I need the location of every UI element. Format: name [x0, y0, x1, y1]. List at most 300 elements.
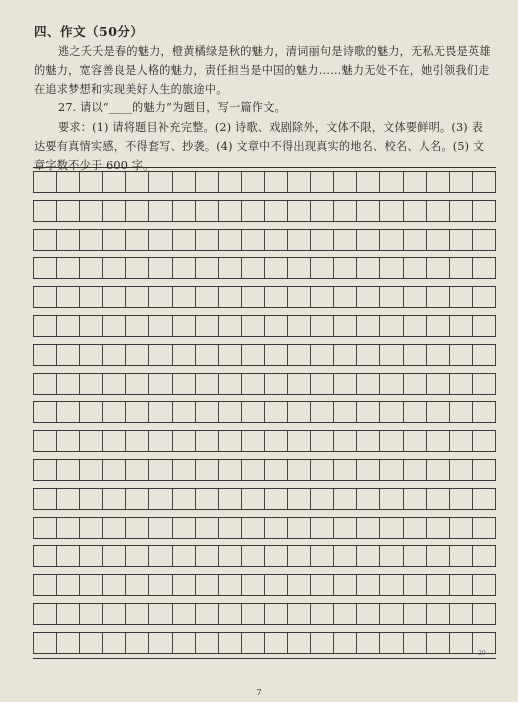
grid-cell[interactable]: [148, 604, 171, 624]
grid-cell[interactable]: [472, 402, 496, 422]
grid-cell[interactable]: [102, 489, 125, 509]
grid-cell[interactable]: [333, 633, 356, 653]
grid-cell[interactable]: [379, 201, 402, 221]
grid-cell[interactable]: [379, 287, 402, 307]
grid-cell[interactable]: [148, 316, 171, 336]
grid-cell[interactable]: [426, 374, 449, 394]
grid-cell[interactable]: [241, 345, 264, 365]
grid-cell[interactable]: [379, 546, 402, 566]
grid-cell[interactable]: [148, 546, 171, 566]
grid-cell[interactable]: [472, 518, 496, 538]
grid-cell[interactable]: [125, 287, 148, 307]
grid-cell[interactable]: [449, 460, 472, 480]
grid-cell[interactable]: [310, 201, 333, 221]
grid-cell[interactable]: [172, 402, 195, 422]
grid-cell[interactable]: [472, 575, 496, 595]
grid-cell[interactable]: [79, 489, 102, 509]
grid-cell[interactable]: [449, 546, 472, 566]
grid-cell[interactable]: [333, 345, 356, 365]
grid-cell[interactable]: [287, 230, 310, 250]
grid-cell[interactable]: [426, 345, 449, 365]
grid-cell[interactable]: [472, 460, 496, 480]
grid-cell[interactable]: [148, 431, 171, 451]
grid-cell[interactable]: [79, 316, 102, 336]
grid-cell[interactable]: [33, 258, 56, 278]
grid-cell[interactable]: [264, 431, 287, 451]
grid-cell[interactable]: [195, 633, 218, 653]
grid-cell[interactable]: [102, 258, 125, 278]
grid-cell[interactable]: [426, 633, 449, 653]
grid-cell[interactable]: [403, 518, 426, 538]
grid-cell[interactable]: [172, 489, 195, 509]
grid-cell[interactable]: [356, 316, 379, 336]
grid-cell[interactable]: [218, 345, 241, 365]
grid-cell[interactable]: [403, 633, 426, 653]
grid-cell[interactable]: [241, 431, 264, 451]
grid-cell[interactable]: [403, 172, 426, 192]
grid-cell[interactable]: [310, 575, 333, 595]
grid-cell[interactable]: [56, 316, 79, 336]
grid-cell[interactable]: [449, 172, 472, 192]
grid-cell[interactable]: [310, 258, 333, 278]
grid-cell[interactable]: [125, 316, 148, 336]
grid-cell[interactable]: [218, 546, 241, 566]
grid-cell[interactable]: [218, 402, 241, 422]
grid-cell[interactable]: [333, 402, 356, 422]
grid-cell[interactable]: [148, 287, 171, 307]
grid-cell[interactable]: [218, 460, 241, 480]
grid-cell[interactable]: [356, 172, 379, 192]
grid-cell[interactable]: [472, 230, 496, 250]
grid-cell[interactable]: [449, 316, 472, 336]
grid-cell[interactable]: [264, 316, 287, 336]
grid-cell[interactable]: [310, 431, 333, 451]
grid-cell[interactable]: [379, 402, 402, 422]
grid-cell[interactable]: [264, 172, 287, 192]
grid-cell[interactable]: [218, 633, 241, 653]
grid-cell[interactable]: [148, 345, 171, 365]
grid-cell[interactable]: [56, 633, 79, 653]
grid-cell[interactable]: [218, 201, 241, 221]
grid-cell[interactable]: [264, 575, 287, 595]
grid-cell[interactable]: [449, 402, 472, 422]
grid-cell[interactable]: [195, 374, 218, 394]
grid-cell[interactable]: [195, 460, 218, 480]
grid-cell[interactable]: [125, 201, 148, 221]
grid-cell[interactable]: [56, 604, 79, 624]
grid-cell[interactable]: [172, 604, 195, 624]
grid-cell[interactable]: [79, 633, 102, 653]
grid-cell[interactable]: [241, 604, 264, 624]
grid-cell[interactable]: [379, 604, 402, 624]
grid-cell[interactable]: [79, 575, 102, 595]
grid-cell[interactable]: [172, 431, 195, 451]
grid-cell[interactable]: [426, 489, 449, 509]
grid-cell[interactable]: [79, 172, 102, 192]
grid-cell[interactable]: [379, 374, 402, 394]
grid-cell[interactable]: [472, 489, 496, 509]
grid-cell[interactable]: [356, 604, 379, 624]
grid-cell[interactable]: [125, 230, 148, 250]
grid-cell[interactable]: [241, 287, 264, 307]
grid-cell[interactable]: [356, 201, 379, 221]
grid-cell[interactable]: [449, 287, 472, 307]
grid-cell[interactable]: [310, 345, 333, 365]
grid-cell[interactable]: [218, 489, 241, 509]
grid-cell[interactable]: [264, 374, 287, 394]
grid-cell[interactable]: [472, 546, 496, 566]
grid-cell[interactable]: [218, 230, 241, 250]
grid-cell[interactable]: [172, 172, 195, 192]
grid-cell[interactable]: [102, 374, 125, 394]
grid-cell[interactable]: [218, 604, 241, 624]
grid-cell[interactable]: [403, 489, 426, 509]
grid-cell[interactable]: [449, 258, 472, 278]
grid-cell[interactable]: [472, 316, 496, 336]
grid-cell[interactable]: [287, 374, 310, 394]
grid-cell[interactable]: [310, 402, 333, 422]
grid-cell[interactable]: [33, 546, 56, 566]
grid-cell[interactable]: [264, 345, 287, 365]
grid-cell[interactable]: [241, 633, 264, 653]
grid-cell[interactable]: [33, 604, 56, 624]
grid-cell[interactable]: [356, 460, 379, 480]
grid-cell[interactable]: [241, 575, 264, 595]
grid-cell[interactable]: [310, 172, 333, 192]
grid-cell[interactable]: [449, 575, 472, 595]
grid-cell[interactable]: [56, 575, 79, 595]
grid-cell[interactable]: [403, 345, 426, 365]
grid-cell[interactable]: [426, 316, 449, 336]
grid-cell[interactable]: [264, 518, 287, 538]
grid-cell[interactable]: [449, 201, 472, 221]
grid-cell[interactable]: [218, 287, 241, 307]
grid-cell[interactable]: [449, 633, 472, 653]
grid-cell[interactable]: [56, 258, 79, 278]
grid-cell[interactable]: [426, 402, 449, 422]
grid-cell[interactable]: [33, 518, 56, 538]
grid-cell[interactable]: [472, 604, 496, 624]
grid-cell[interactable]: [195, 230, 218, 250]
grid-cell[interactable]: [333, 489, 356, 509]
grid-cell[interactable]: [102, 460, 125, 480]
grid-cell[interactable]: [287, 172, 310, 192]
grid-cell[interactable]: [241, 402, 264, 422]
grid-cell[interactable]: [56, 489, 79, 509]
grid-cell[interactable]: [310, 489, 333, 509]
grid-cell[interactable]: [310, 316, 333, 336]
grid-cell[interactable]: [472, 201, 496, 221]
grid-cell[interactable]: [264, 489, 287, 509]
grid-cell[interactable]: [333, 374, 356, 394]
grid-cell[interactable]: [102, 518, 125, 538]
grid-cell[interactable]: [79, 230, 102, 250]
grid-cell[interactable]: [426, 172, 449, 192]
grid-cell[interactable]: [426, 460, 449, 480]
grid-cell[interactable]: [287, 316, 310, 336]
grid-cell[interactable]: [148, 518, 171, 538]
grid-cell[interactable]: [33, 633, 56, 653]
grid-cell[interactable]: [33, 316, 56, 336]
grid-cell[interactable]: [172, 546, 195, 566]
grid-cell[interactable]: [241, 258, 264, 278]
grid-cell[interactable]: [472, 345, 496, 365]
grid-cell[interactable]: [426, 604, 449, 624]
grid-cell[interactable]: [218, 374, 241, 394]
grid-cell[interactable]: [403, 460, 426, 480]
writing-grid[interactable]: [33, 167, 496, 659]
grid-cell[interactable]: [403, 258, 426, 278]
grid-cell[interactable]: [125, 460, 148, 480]
grid-cell[interactable]: [333, 518, 356, 538]
grid-cell[interactable]: [33, 201, 56, 221]
grid-cell[interactable]: [403, 287, 426, 307]
grid-cell[interactable]: [102, 201, 125, 221]
grid-cell[interactable]: [310, 287, 333, 307]
grid-cell[interactable]: [102, 172, 125, 192]
grid-cell[interactable]: [125, 431, 148, 451]
grid-cell[interactable]: [403, 316, 426, 336]
grid-cell[interactable]: [333, 546, 356, 566]
grid-cell[interactable]: [356, 374, 379, 394]
grid-cell[interactable]: [379, 431, 402, 451]
grid-cell[interactable]: [79, 374, 102, 394]
grid-cell[interactable]: [403, 546, 426, 566]
grid-cell[interactable]: [379, 172, 402, 192]
grid-cell[interactable]: [33, 374, 56, 394]
grid-cell[interactable]: [172, 460, 195, 480]
grid-cell[interactable]: [125, 345, 148, 365]
grid-cell[interactable]: [241, 316, 264, 336]
grid-cell[interactable]: [472, 431, 496, 451]
grid-cell[interactable]: [264, 546, 287, 566]
grid-cell[interactable]: [241, 460, 264, 480]
grid-cell[interactable]: [264, 230, 287, 250]
grid-cell[interactable]: [264, 402, 287, 422]
grid-cell[interactable]: [426, 287, 449, 307]
grid-cell[interactable]: [56, 374, 79, 394]
grid-cell[interactable]: [218, 316, 241, 336]
grid-cell[interactable]: [379, 316, 402, 336]
grid-cell[interactable]: [449, 604, 472, 624]
grid-cell[interactable]: [33, 431, 56, 451]
grid-cell[interactable]: [287, 258, 310, 278]
grid-cell[interactable]: [449, 431, 472, 451]
grid-cell[interactable]: [379, 345, 402, 365]
grid-cell[interactable]: [148, 258, 171, 278]
grid-cell[interactable]: [287, 518, 310, 538]
grid-cell[interactable]: [426, 546, 449, 566]
grid-cell[interactable]: [379, 633, 402, 653]
grid-cell[interactable]: [218, 258, 241, 278]
grid-cell[interactable]: [333, 287, 356, 307]
grid-cell[interactable]: [125, 258, 148, 278]
grid-cell[interactable]: [172, 230, 195, 250]
grid-cell[interactable]: [472, 374, 496, 394]
grid-cell[interactable]: [79, 287, 102, 307]
grid-cell[interactable]: [241, 489, 264, 509]
grid-cell[interactable]: [403, 575, 426, 595]
grid-cell[interactable]: [56, 201, 79, 221]
grid-cell[interactable]: [56, 172, 79, 192]
grid-cell[interactable]: [125, 633, 148, 653]
grid-cell[interactable]: [426, 431, 449, 451]
grid-cell[interactable]: [79, 201, 102, 221]
grid-cell[interactable]: [56, 460, 79, 480]
grid-cell[interactable]: [287, 201, 310, 221]
grid-cell[interactable]: [333, 431, 356, 451]
grid-cell[interactable]: [310, 546, 333, 566]
grid-cell[interactable]: [310, 518, 333, 538]
grid-cell[interactable]: [172, 258, 195, 278]
grid-cell[interactable]: [218, 518, 241, 538]
grid-cell[interactable]: [287, 402, 310, 422]
grid-cell[interactable]: [33, 489, 56, 509]
grid-cell[interactable]: [379, 258, 402, 278]
grid-cell[interactable]: [379, 460, 402, 480]
grid-cell[interactable]: [102, 230, 125, 250]
grid-cell[interactable]: [195, 172, 218, 192]
grid-cell[interactable]: [356, 287, 379, 307]
grid-cell[interactable]: [310, 230, 333, 250]
grid-cell[interactable]: [264, 287, 287, 307]
grid-cell[interactable]: [172, 633, 195, 653]
grid-cell[interactable]: [379, 575, 402, 595]
grid-cell[interactable]: [195, 258, 218, 278]
grid-cell[interactable]: [426, 258, 449, 278]
grid-cell[interactable]: [102, 546, 125, 566]
grid-cell[interactable]: [403, 374, 426, 394]
grid-cell[interactable]: [125, 402, 148, 422]
grid-cell[interactable]: [102, 431, 125, 451]
grid-cell[interactable]: [449, 230, 472, 250]
grid-cell[interactable]: [56, 546, 79, 566]
grid-cell[interactable]: [79, 345, 102, 365]
grid-cell[interactable]: [102, 316, 125, 336]
grid-cell[interactable]: [379, 230, 402, 250]
grid-cell[interactable]: [356, 546, 379, 566]
grid-cell[interactable]: [125, 374, 148, 394]
grid-cell[interactable]: [356, 230, 379, 250]
grid-cell[interactable]: [264, 258, 287, 278]
grid-cell[interactable]: [148, 230, 171, 250]
grid-cell[interactable]: [287, 546, 310, 566]
grid-cell[interactable]: [148, 201, 171, 221]
grid-cell[interactable]: [333, 460, 356, 480]
grid-cell[interactable]: [195, 604, 218, 624]
grid-cell[interactable]: [333, 316, 356, 336]
grid-cell[interactable]: [102, 287, 125, 307]
grid-cell[interactable]: [310, 604, 333, 624]
grid-cell[interactable]: [172, 575, 195, 595]
grid-cell[interactable]: [333, 172, 356, 192]
grid-cell[interactable]: [148, 460, 171, 480]
grid-cell[interactable]: [172, 345, 195, 365]
grid-cell[interactable]: [33, 460, 56, 480]
grid-cell[interactable]: [379, 489, 402, 509]
grid-cell[interactable]: [472, 258, 496, 278]
grid-cell[interactable]: [403, 230, 426, 250]
grid-cell[interactable]: [102, 604, 125, 624]
grid-cell[interactable]: [56, 230, 79, 250]
grid-cell[interactable]: [195, 201, 218, 221]
grid-cell[interactable]: [172, 316, 195, 336]
grid-cell[interactable]: [102, 402, 125, 422]
grid-cell[interactable]: [56, 431, 79, 451]
grid-cell[interactable]: [356, 518, 379, 538]
grid-cell[interactable]: [102, 345, 125, 365]
grid-cell[interactable]: [356, 489, 379, 509]
grid-cell[interactable]: [264, 201, 287, 221]
grid-cell[interactable]: [472, 172, 496, 192]
grid-cell[interactable]: [287, 575, 310, 595]
grid-cell[interactable]: [172, 518, 195, 538]
grid-cell[interactable]: [426, 201, 449, 221]
grid-cell[interactable]: [449, 489, 472, 509]
grid-cell[interactable]: [241, 172, 264, 192]
grid-cell[interactable]: [195, 546, 218, 566]
grid-cell[interactable]: [356, 402, 379, 422]
grid-cell[interactable]: [310, 374, 333, 394]
grid-cell[interactable]: [33, 287, 56, 307]
grid-cell[interactable]: [333, 230, 356, 250]
grid-cell[interactable]: [264, 460, 287, 480]
grid-cell[interactable]: [356, 575, 379, 595]
grid-cell[interactable]: [195, 489, 218, 509]
grid-cell[interactable]: [102, 633, 125, 653]
grid-cell[interactable]: [403, 604, 426, 624]
grid-cell[interactable]: [79, 431, 102, 451]
grid-cell[interactable]: [125, 172, 148, 192]
grid-cell[interactable]: [449, 345, 472, 365]
grid-cell[interactable]: [449, 374, 472, 394]
grid-cell[interactable]: [195, 575, 218, 595]
grid-cell[interactable]: [310, 633, 333, 653]
grid-cell[interactable]: [333, 575, 356, 595]
grid-cell[interactable]: [125, 575, 148, 595]
grid-cell[interactable]: [333, 201, 356, 221]
grid-cell[interactable]: [79, 402, 102, 422]
grid-cell[interactable]: [356, 431, 379, 451]
grid-cell[interactable]: [241, 201, 264, 221]
grid-cell[interactable]: [287, 460, 310, 480]
grid-cell[interactable]: [287, 345, 310, 365]
grid-cell[interactable]: [195, 402, 218, 422]
grid-cell[interactable]: [33, 575, 56, 595]
grid-cell[interactable]: [426, 575, 449, 595]
grid-cell[interactable]: [241, 374, 264, 394]
grid-cell[interactable]: [310, 460, 333, 480]
grid-cell[interactable]: [56, 287, 79, 307]
grid-cell[interactable]: [148, 633, 171, 653]
grid-cell[interactable]: [195, 316, 218, 336]
grid-cell[interactable]: [449, 518, 472, 538]
grid-cell[interactable]: [287, 633, 310, 653]
grid-cell[interactable]: [241, 230, 264, 250]
grid-cell[interactable]: [125, 546, 148, 566]
grid-cell[interactable]: [79, 258, 102, 278]
grid-cell[interactable]: [241, 546, 264, 566]
grid-cell[interactable]: [426, 518, 449, 538]
grid-cell[interactable]: [125, 518, 148, 538]
grid-cell[interactable]: [195, 518, 218, 538]
grid-cell[interactable]: [195, 345, 218, 365]
grid-cell[interactable]: [356, 633, 379, 653]
grid-cell[interactable]: [33, 345, 56, 365]
grid-cell[interactable]: [33, 172, 56, 192]
grid-cell[interactable]: [218, 431, 241, 451]
grid-cell[interactable]: [379, 518, 402, 538]
